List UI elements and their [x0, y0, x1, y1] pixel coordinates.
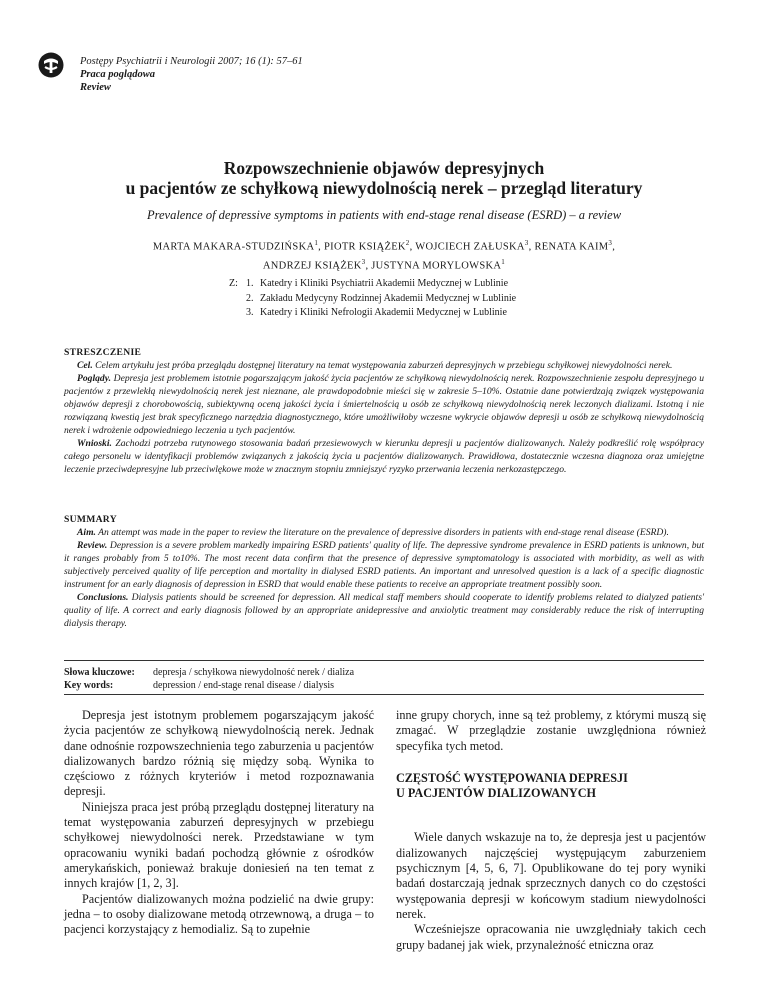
authors-line-2: ANDRZEJ KSIĄŻEK$^3$, JUSTYNA MORYLOWSKA$^1$ [262, 257, 506, 271]
affiliation-number: 1. [246, 278, 254, 289]
abstract-label: Review. [77, 540, 108, 551]
body-paragraph: Pacjentów dializowanych można podzielić na dwie grupy: jedna – to osoby dializowane metodą otrzewnową, a druga – to pacjenci korzystający z hemodializ. Są to zupełnie [64, 891, 374, 937]
affiliation-text: Katedry i Kliniki Nefrologii Akademii Medycznej w Lublinie [260, 307, 507, 318]
journal-header [80, 55, 303, 94]
keywords-top-divider [64, 660, 704, 661]
authors-line-1: MARTA MAKARA-STUDZIŃSKA$^1$, PIOTR KSIĄŻEK$^2$, WOJCIECH ZAŁUSKA$^3$, RENATA KAIM$^3$, [152, 239, 616, 253]
abstract-text: Zachodzi potrzeba rutynowego stosowania badań przesiewowych w kierunku depresji u pacjentów dializowanych. Należy podkreślić rolę współpracy całego personelu w identyfikacji problemów związanych z jakością życia u pacjentów dializowanych. Prawidłowa, dostatecznie wczesna diagnoza oraz umiejętne leczenie przeciwdepresyjne lub przeciwlękowe może w znacznym stopniu zmniejszyć ryzyko przerwania leczenia nerkozastępczego. [64, 438, 704, 475]
journal-emblem-icon [38, 52, 64, 78]
abstract-polish-heading: STRESZCZENIE [64, 347, 142, 358]
abstract-paragraph [64, 526, 704, 539]
keywords-block [64, 666, 354, 692]
title-line-1: Rozpowszechnienie objawów depresyjnych [223, 158, 545, 178]
abstract-paragraph [64, 437, 704, 476]
abstract-text: Celem artykułu jest próba przeglądu dostępnej literatury na temat występowania zaburzeń depresyjnych w przebiegu schyłkowej niewydolności nerek. [92, 360, 673, 371]
abstract-paragraph [64, 372, 704, 437]
author-name: PIOTR KSIĄŻEK [324, 241, 406, 253]
author-affil-number: 1 [314, 239, 319, 247]
author-name: ANDRZEJ KSIĄŻEK [262, 260, 362, 271]
abstract-paragraph [64, 359, 704, 372]
body-paragraph: inne grupy chorych, inne są też problemy, z którymi muszą się zmagać. W przeglądzie zostanie uwzględniona również specyfika tych metod. [396, 708, 706, 753]
author-affil-number: 3 [608, 239, 613, 247]
author-affil-number: 2 [405, 239, 410, 247]
keywords-polish-value: depresja / schyłkowa niewydolność nerek / dializa [153, 667, 355, 678]
article-type-pl: Praca poglądowa [80, 69, 155, 80]
author-affil-number: 3 [361, 257, 366, 266]
keywords-english-label: Key words: [64, 680, 114, 691]
abstract-paragraph [64, 591, 704, 630]
abstract-english [64, 513, 704, 630]
author-name: WOJCIECH ZAŁUSKA [415, 241, 525, 253]
abstract-label: Poglądy. [77, 373, 112, 384]
body-column-left [64, 708, 374, 937]
abstract-text: Depresja jest problemem istotnie pogarszającym jakość życia pacjentów ze schyłkową niewydolnością nerek. Rozpowszechnienie zespołu depresyjnego u pacjentów z przewlekłą niewydolnością nerek jest nieznane, ale prawdopodobnie mieści się w zakresie 5–10%. Ostatnie dane potwierdzają związek występowania objawów depresji z chorobowością, subiektywną oceną jakości życia i śmiertelnością u osób ze schyłkową niewydolnością nerek leczonych dializami. Istotną i nie rozwiązaną kwestią jest brak specyficznego narzędzia diagnostycznego, które umożliwiłoby wczesne wykrycie objawów depresji u osób ze schyłkową niewydolnością nerek i wdrożenie odpowiedniego leczenia u tych pacjentów. [64, 373, 704, 436]
article-subtitle: Prevalence of depressive symptoms in patients with end-stage renal disease (ESRD) – a review [146, 208, 622, 222]
affiliation-item [229, 277, 516, 292]
author-affil-number: 1 [501, 257, 506, 266]
keywords-english-value: depression / end-stage renal disease / dialysis [153, 680, 335, 691]
affiliation-prefix: Z: [229, 278, 238, 289]
article-type-en: Review [80, 82, 111, 93]
keywords-english [64, 679, 354, 692]
body-paragraph: Niniejsza praca jest próbą przeglądu dostępnej literatury na temat występowania zaburzeń depresyjnych w przebiegu schyłkowej niewydolności nerek. Przedstawiane w tym opracowaniu wyniki badań pochodzą głównie z ośrodków amerykańskich, ponieważ brakuje doniesień na ten temat z innych krajów [1, 2, 3]. [64, 799, 374, 891]
title-line-2: u pacjentów ze schyłkową niewydolnością nerek – przegląd literatury [125, 178, 643, 198]
abstract-english-heading: SUMMARY [64, 514, 117, 525]
abstract-label: Aim. [77, 527, 96, 538]
affiliation-item [229, 292, 516, 307]
abstract-text: Depression is a severe problem markedly impairing ESRD patients' quality of life. The depressive syndrome prevalence in ESRD patients is unknown, but it ranges probably from 5 to10%. The most recent data confirm that the presence of depressive symptomatology is associated with morbidity, as well as with subjectively perceived quality of life perception and mortality in dialysed ESRD patients. An important and unresolved question is a lack of a specific diagnostic instrument for an early diagnosis of depression in ESRD that would enable these patients to receive an appropriate treatment possibly soon. [64, 540, 704, 590]
author-name: JUSTYNA MORYLOWSKA [371, 260, 502, 271]
author-list [40, 236, 728, 273]
body-paragraph: Wiele danych wskazuje na to, że depresja jest u pacjentów dializowanych najczęściej występującym zaburzeniem psychicznym [4, 5, 6, 7]. Opublikowane do tej pory wyniki badań dostarczają jednak sprzecznych danych co do częstości występowania depresji w końcowym stadium niewydolności nerek. [396, 830, 706, 921]
body-column-right [396, 708, 706, 953]
abstract-paragraph [64, 539, 704, 591]
affiliation-number: 3. [246, 307, 254, 318]
section-heading-line-1: CZĘSTOŚĆ WYSTĘPOWANIA DEPRESJI [396, 770, 628, 785]
abstract-polish [64, 346, 704, 476]
body-paragraph: Depresja jest istotnym problemem pogarszającym jakość życia pacjentów ze schyłkową niewydolnością nerek. Jednak dane odnośnie rozpowszechnienia tego zaburzenia u pacjentów dializowanych bardzo różnią się między sobą. Wynika to częściowo z różnych kryteriów i metod rozpoznawania depresji. [64, 708, 374, 799]
section-heading-line-2: U PACJENTÓW DIALIZOWANYCH [396, 786, 596, 801]
affiliation-list [229, 277, 516, 321]
keywords-polish [64, 666, 354, 679]
author-name: RENATA KAIM [534, 241, 609, 253]
body-paragraph: Wcześniejsze opracowania nie uwzględniały takich cech grupy badanej jak wiek, przynależność etniczna oraz [396, 922, 706, 952]
affiliation-number: 2. [246, 292, 254, 304]
affiliation-text: Zakładu Medycyny Rodzinnej Akademii Medycznej w Lublinie [260, 292, 517, 304]
journal-citation: Postępy Psychiatrii i Neurologii 2007; 16 (1): 57–61 [80, 56, 303, 67]
abstract-text: Dialysis patients should be screened for depression. All medical staff members should cooperate to identify problems related to dialyzed patients' quality of life. A correct and early diagnosis followed by an appropriate anidepressive and anxiolytic treatment may considerably reduce the risk of interrupting dialysis therapy. [64, 592, 704, 629]
section-heading [396, 771, 706, 802]
author-name: MARTA MAKARA-STUDZIŃSKA [152, 241, 315, 253]
abstract-text: An attempt was made in the paper to review the literature on the prevalence of depressive disorders in patients with end-stage renal disease (ESRD). [95, 527, 669, 538]
keywords-polish-label: Słowa kluczowe: [64, 667, 135, 678]
affiliation-item [229, 306, 516, 321]
affiliation-text: Katedry i Kliniki Psychiatrii Akademii Medycznej w Lublinie [260, 278, 509, 289]
author-affil-number: 3 [524, 239, 529, 247]
article-title [40, 158, 728, 198]
keywords-bottom-divider [64, 694, 704, 695]
abstract-label: Cel. [77, 360, 93, 371]
abstract-label: Wnioski. [77, 438, 112, 449]
abstract-label: Conclusions. [77, 592, 129, 603]
